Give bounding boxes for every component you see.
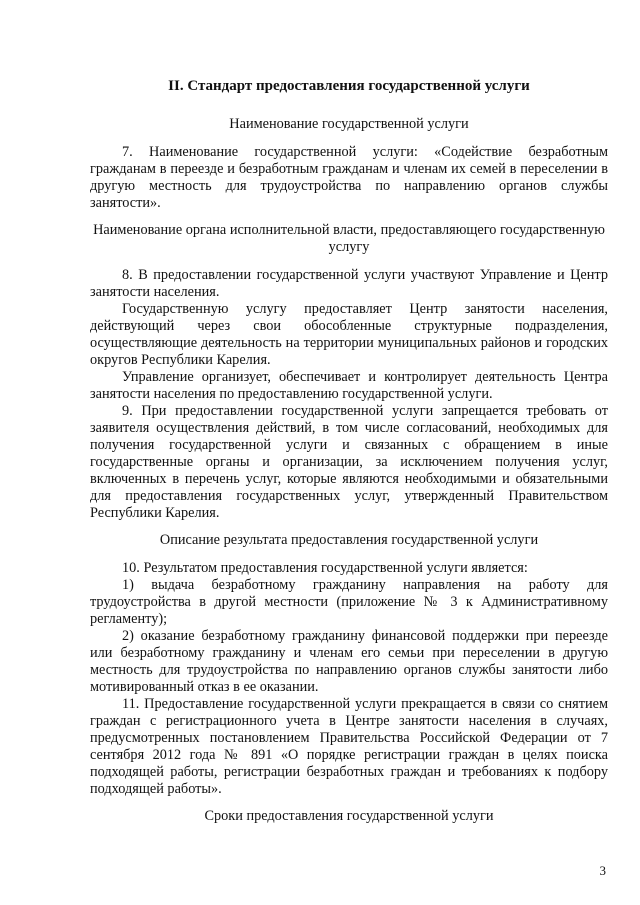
paragraph-11: 11. Предоставление государственной услуги прекращается в связи со снятием граждан с регистрационного учета в Центре занятости населения в случаях, предусмотренных постановлением Правительства Российской Федерации от 7 сентября 2012 года № 891 «О порядке регистрации граждан в целях поиска подходящей работы, регистрации безработных граждан и требованиях к подбору подходящей работы».: [90, 696, 608, 797]
paragraph-8: 8. В предоставлении государственной услуги участвуют Управление и Центр занятости населения.: [90, 267, 608, 300]
paragraph-10: 10. Результатом предоставления государственной услуги является:: [122, 560, 528, 576]
paragraph-10-item-2: 2) оказание безработному гражданину финансовой поддержки при переезде или безработному гражданину и членам его семьи при переселении в другую местность для трудоустройства по направлению органов службы занятости либо мотивированный отказ в ее оказании.: [90, 628, 608, 695]
heading-result: Описание результата предоставления государственной услуги: [159, 532, 539, 548]
heading-deadlines: Сроки предоставления государственной услуги: [204, 808, 494, 824]
paragraph-7: 7. Наименование государственной услуги: «Содействие безработным гражданам в переезде и безработным гражданам и членам их семей в переселении в другую местность для трудоустройства по направлению органов службы занятости».: [90, 144, 608, 211]
heading-authority: Наименование органа исполнительной власти, предоставляющего государственную услугу: [93, 222, 605, 255]
page-number: 3: [599, 863, 606, 878]
document-page: [90, 78, 608, 836]
paragraph-8-management: Управление организует, обеспечивает и контролирует деятельность Центра занятости населения по предоставлению государственной услуги.: [90, 369, 608, 402]
paragraph-10-item-1: 1) выдача безработному гражданину направления на работу для трудоустройства в другой местности (приложение № 3 к Административному регламенту);: [90, 577, 608, 627]
paragraph-9: 9. При предоставлении государственной услуги запрещается требовать от заявителя осуществления действий, в том числе согласований, необходимых для получения государственной услуги и связанных с обращением в иные государственные органы и организации, за исключением получения услуг, включенных в перечень услуг, которые являются необходимыми и обязательными для предоставления государственных услуг, утвержденный Правительством Республики Карелия.: [90, 403, 608, 521]
heading-service-name: Наименование государственной услуги: [229, 116, 469, 132]
section-title: II. Стандарт предоставления государственной услуги: [168, 78, 530, 94]
paragraph-8-provider: Государственную услугу предоставляет Центр занятости населения, действующий через свои обособленные структурные подразделения, осуществляющие деятельность на территории муниципальных районов и городских округов Республики Карелия.: [90, 301, 608, 368]
